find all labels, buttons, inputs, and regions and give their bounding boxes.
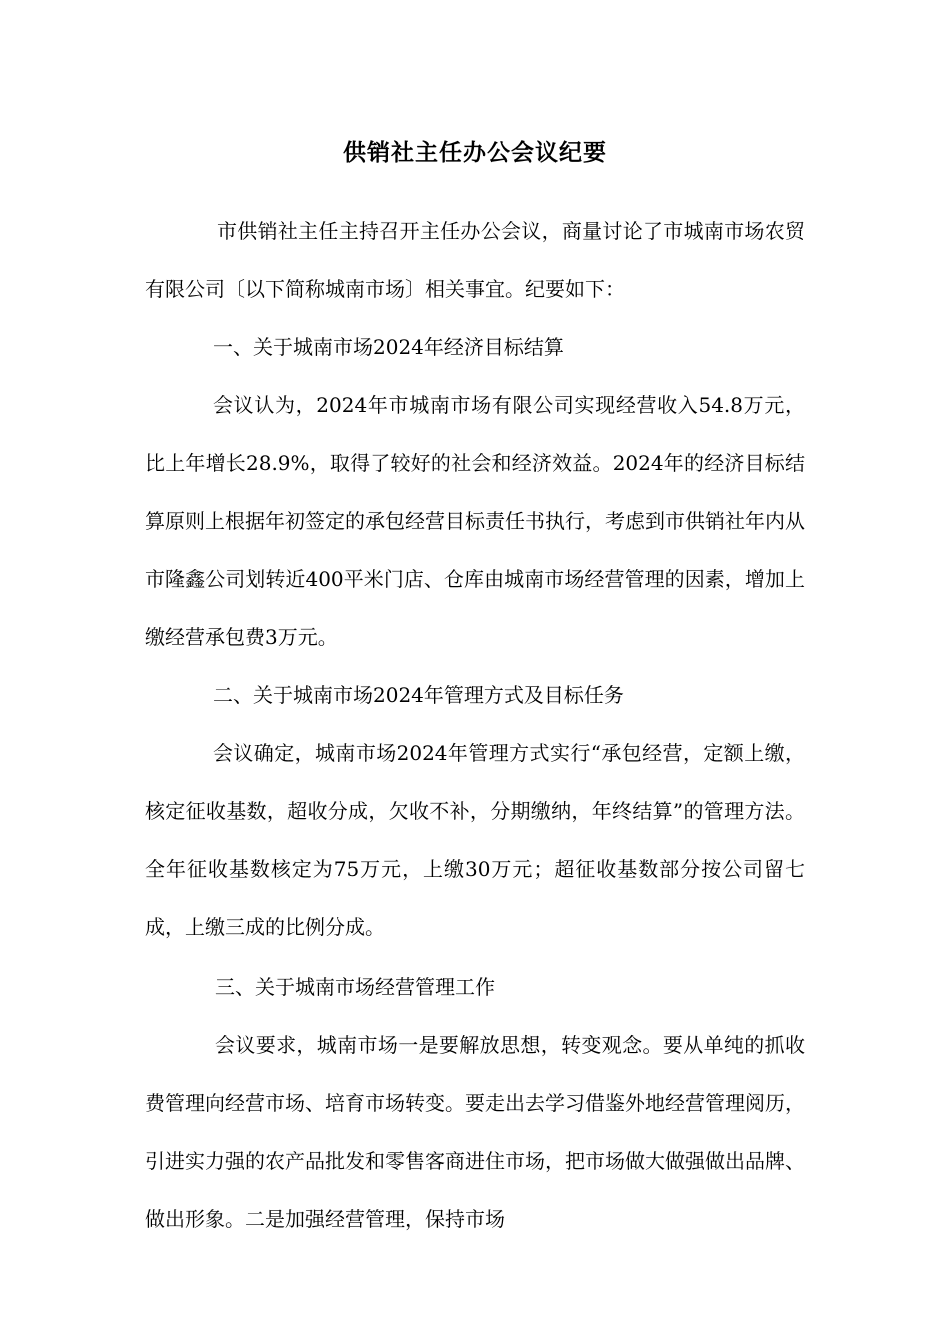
section-heading-2: 二、关于城南市场2024年管理方式及目标任务 bbox=[213, 683, 624, 707]
section-heading-1: 一、关于城南市场2024年经济目标结算 bbox=[213, 335, 564, 359]
section-1-paragraph: 会议认为，2024年市城南市场有限公司实现经营收入54.8万元，比上年增长28.9%，取得了较好的社会和经济效益。2024年的经济目标结算原则上根据年初签定的承包经营目标责任书执行，考虑到市供销社年内从市隆鑫公司划转近400平米门店、仓库由城南市场经营管理的因素，增加上缴经营承包费3万元。 bbox=[145, 393, 805, 649]
document-body bbox=[145, 202, 805, 1248]
document-title: 供销社主任办公会议纪要 bbox=[343, 139, 607, 166]
intro-paragraph: 市供销社主任主持召开主任办公会议，商量讨论了市城南市场农贸有限公司〔以下简称城南市场〕相关事宜。纪要如下： bbox=[145, 219, 805, 301]
section-2-paragraph: 会议确定，城南市场2024年管理方式实行“承包经营，定额上缴，核定征收基数，超收分成，欠收不补，分期缴纳，年终结算”的管理方法。全年征收基数核定为75万元，上缴30万元；超征收基数部分按公司留七成，上缴三成的比例分成。 bbox=[145, 741, 805, 939]
section-heading-3: 三、关于城南市场经营管理工作 bbox=[215, 975, 495, 999]
section-3-paragraph: 会议要求，城南市场一是要解放思想，转变观念。要从单纯的抓收费管理向经营市场、培育市场转变。要走出去学习借鉴外地经营管理阅历，引进实力强的农产品批发和零售客商进住市场，把市场做大做强做出品牌、做出形象。二是加强经营管理，保持市场 bbox=[145, 1033, 805, 1231]
